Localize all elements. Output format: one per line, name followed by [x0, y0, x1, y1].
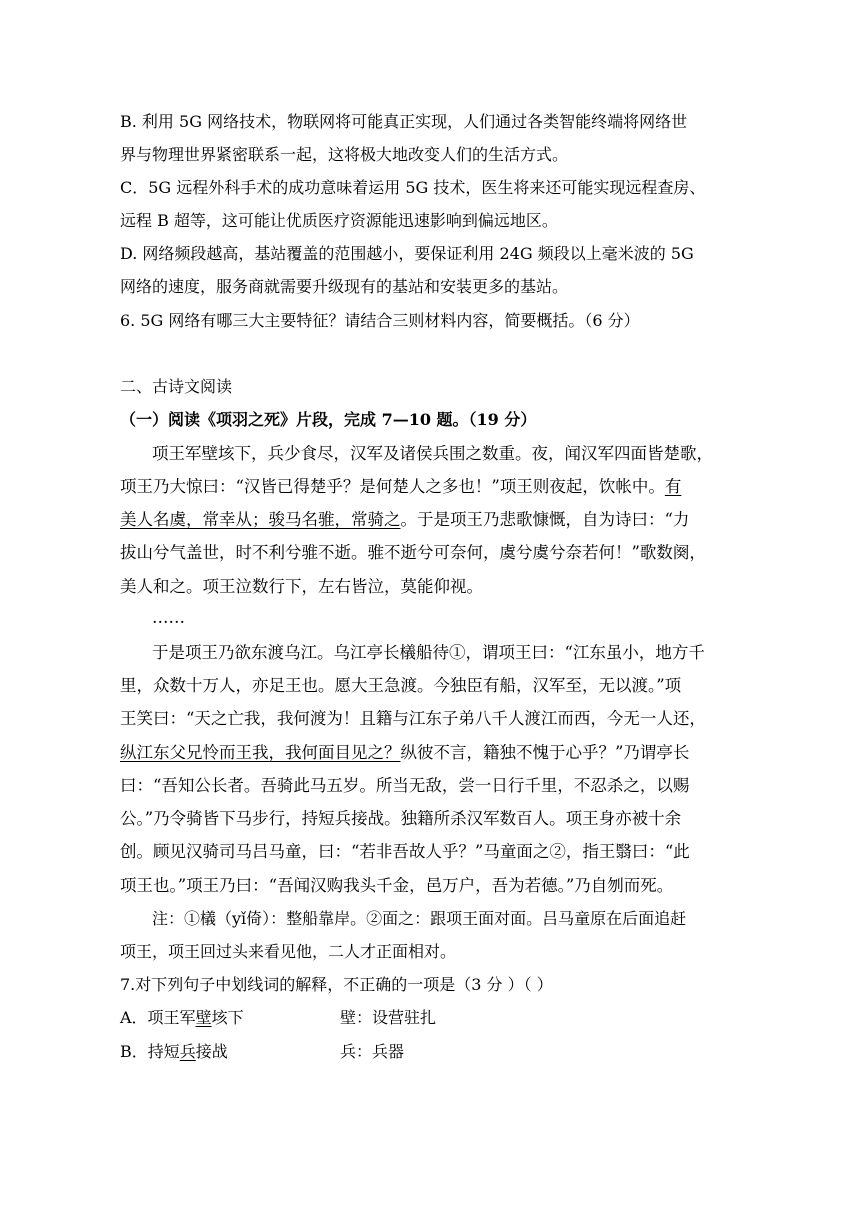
option-a-label: A．项王军	[120, 1008, 196, 1027]
passage-p2-line5: 曰：“吾知公长者。吾骑此马五岁。所当无敌，尝一日行千里，不忍杀之，以赐	[120, 776, 690, 795]
option-b-line1: B. 利用 5G 网络技术，物联网将可能真正实现，人们通过各类智能终端将网络世	[120, 112, 688, 131]
option-a-explanation: 壁：设营驻扎	[340, 1008, 437, 1027]
notes-line2: 项王，项王回过头来看见他，二人才正面相对。	[120, 942, 457, 961]
passage-p2-line4	[120, 741, 760, 765]
passage-p1-line4: 拔山兮气盖世，时不利兮骓不逝。骓不逝兮可奈何，虞兮虞兮奈若何！”歌数阕，	[120, 543, 706, 562]
option-b-explanation: 兵：兵器	[340, 1042, 405, 1061]
passage-p1-line5: 美人和之。项王泣数行下，左右皆泣，莫能仰视。	[120, 577, 483, 596]
question-6: 6. 5G 网络有哪三大主要特征？请结合三则材料内容，简要概括。（6 分）	[120, 311, 640, 330]
passage-ellipsis: ……	[152, 608, 185, 627]
option-d-line2: 网络的速度，服务商就需要升级现有的基站和安装更多的基站。	[120, 277, 569, 296]
option-b-line2: 界与物理世界紧密联系一起，这将极大地改变人们的生活方式。	[120, 145, 569, 164]
option-b-text: 接战	[195, 1042, 228, 1061]
underlined-word: 壁	[195, 1008, 212, 1027]
passage-p1-line1: 项王军壁垓下，兵少食尽，汉军及诸侯兵围之数重。夜，闻汉军四面皆楚歌，	[152, 444, 713, 463]
passage-p2-line1: 于是项王乃欲东渡乌江。乌江亭长檥船待①，谓项王曰：“江东虽小，地方千	[152, 643, 705, 662]
passage-text: 。于是项王乃悲歌慷慨，自为诗曰：“力	[400, 510, 690, 529]
underlined-sentence: 美人名虞，常幸从；骏马名骓，常骑之	[120, 510, 401, 529]
notes-line1: 注：①檥（yǐ倚）：整船靠岸。②面之：跟项王面对面。吕马童原在后面追赶	[152, 909, 687, 928]
passage-text: 项王乃大惊曰：“汉皆已得楚乎？是何楚人之多也！”项王则夜起，饮帐中。	[120, 477, 665, 496]
option-c-line2: 远程 B 超等，这可能让优质医疗资源能迅速影响到偏远地区。	[120, 211, 558, 230]
underlined-word: 兵	[179, 1042, 196, 1061]
option-c-line1: C．5G 远程外科手术的成功意味着运用 5G 技术，医生将来还可能实现远程查房、	[120, 178, 706, 197]
passage-p2-line7: 创。顾见汉骑司马吕马童，曰：“若非吾故人乎？”马童面之②，指王翳曰：“此	[120, 842, 690, 861]
passage-text: 纵彼不言，籍独不愧于心乎？”乃谓亭长	[400, 743, 690, 762]
section-title-classical: 二、古诗文阅读	[120, 377, 233, 396]
passage-p1-line3	[120, 508, 760, 532]
question-7-stem: 7.对下列句子中划线词的解释，不正确的一项是（3 分 ）（ ）	[120, 975, 553, 994]
passage-p2-line6: 公。”乃令骑皆下马步行，持短兵接战。独籍所杀汉军数百人。项王身亦被十余	[120, 809, 682, 828]
underlined-sentence: 有	[664, 477, 682, 496]
subsection-title: （一）阅读《项羽之死》片段，完成 7—10 题。（19 分）	[120, 410, 537, 429]
passage-p2-line2: 里，众数十万人，亦足王也。愿大王急渡。今独臣有船，汉军至，无以渡。”项	[120, 676, 682, 695]
option-d-line1: D. 网络频段越高，基站覆盖的范围越小，要保证利用 24G 频段以上毫米波的 5G	[120, 244, 694, 263]
passage-p1-line2	[120, 475, 760, 499]
passage-p2-line3: 王笑曰：“天之亡我，我何渡为！且籍与江东子弟八千人渡江而西，今无一人还，	[120, 709, 706, 728]
option-b-label: B．持短	[120, 1042, 180, 1061]
passage-p2-line8: 项王也。”项王乃曰：“吾闻汉购我头千金，邑万户，吾为若德。”乃自刎而死。	[120, 876, 674, 895]
underlined-sentence: 纵江东父兄怜而王我，我何面目见之？	[120, 743, 401, 762]
option-a-text: 垓下	[211, 1008, 244, 1027]
